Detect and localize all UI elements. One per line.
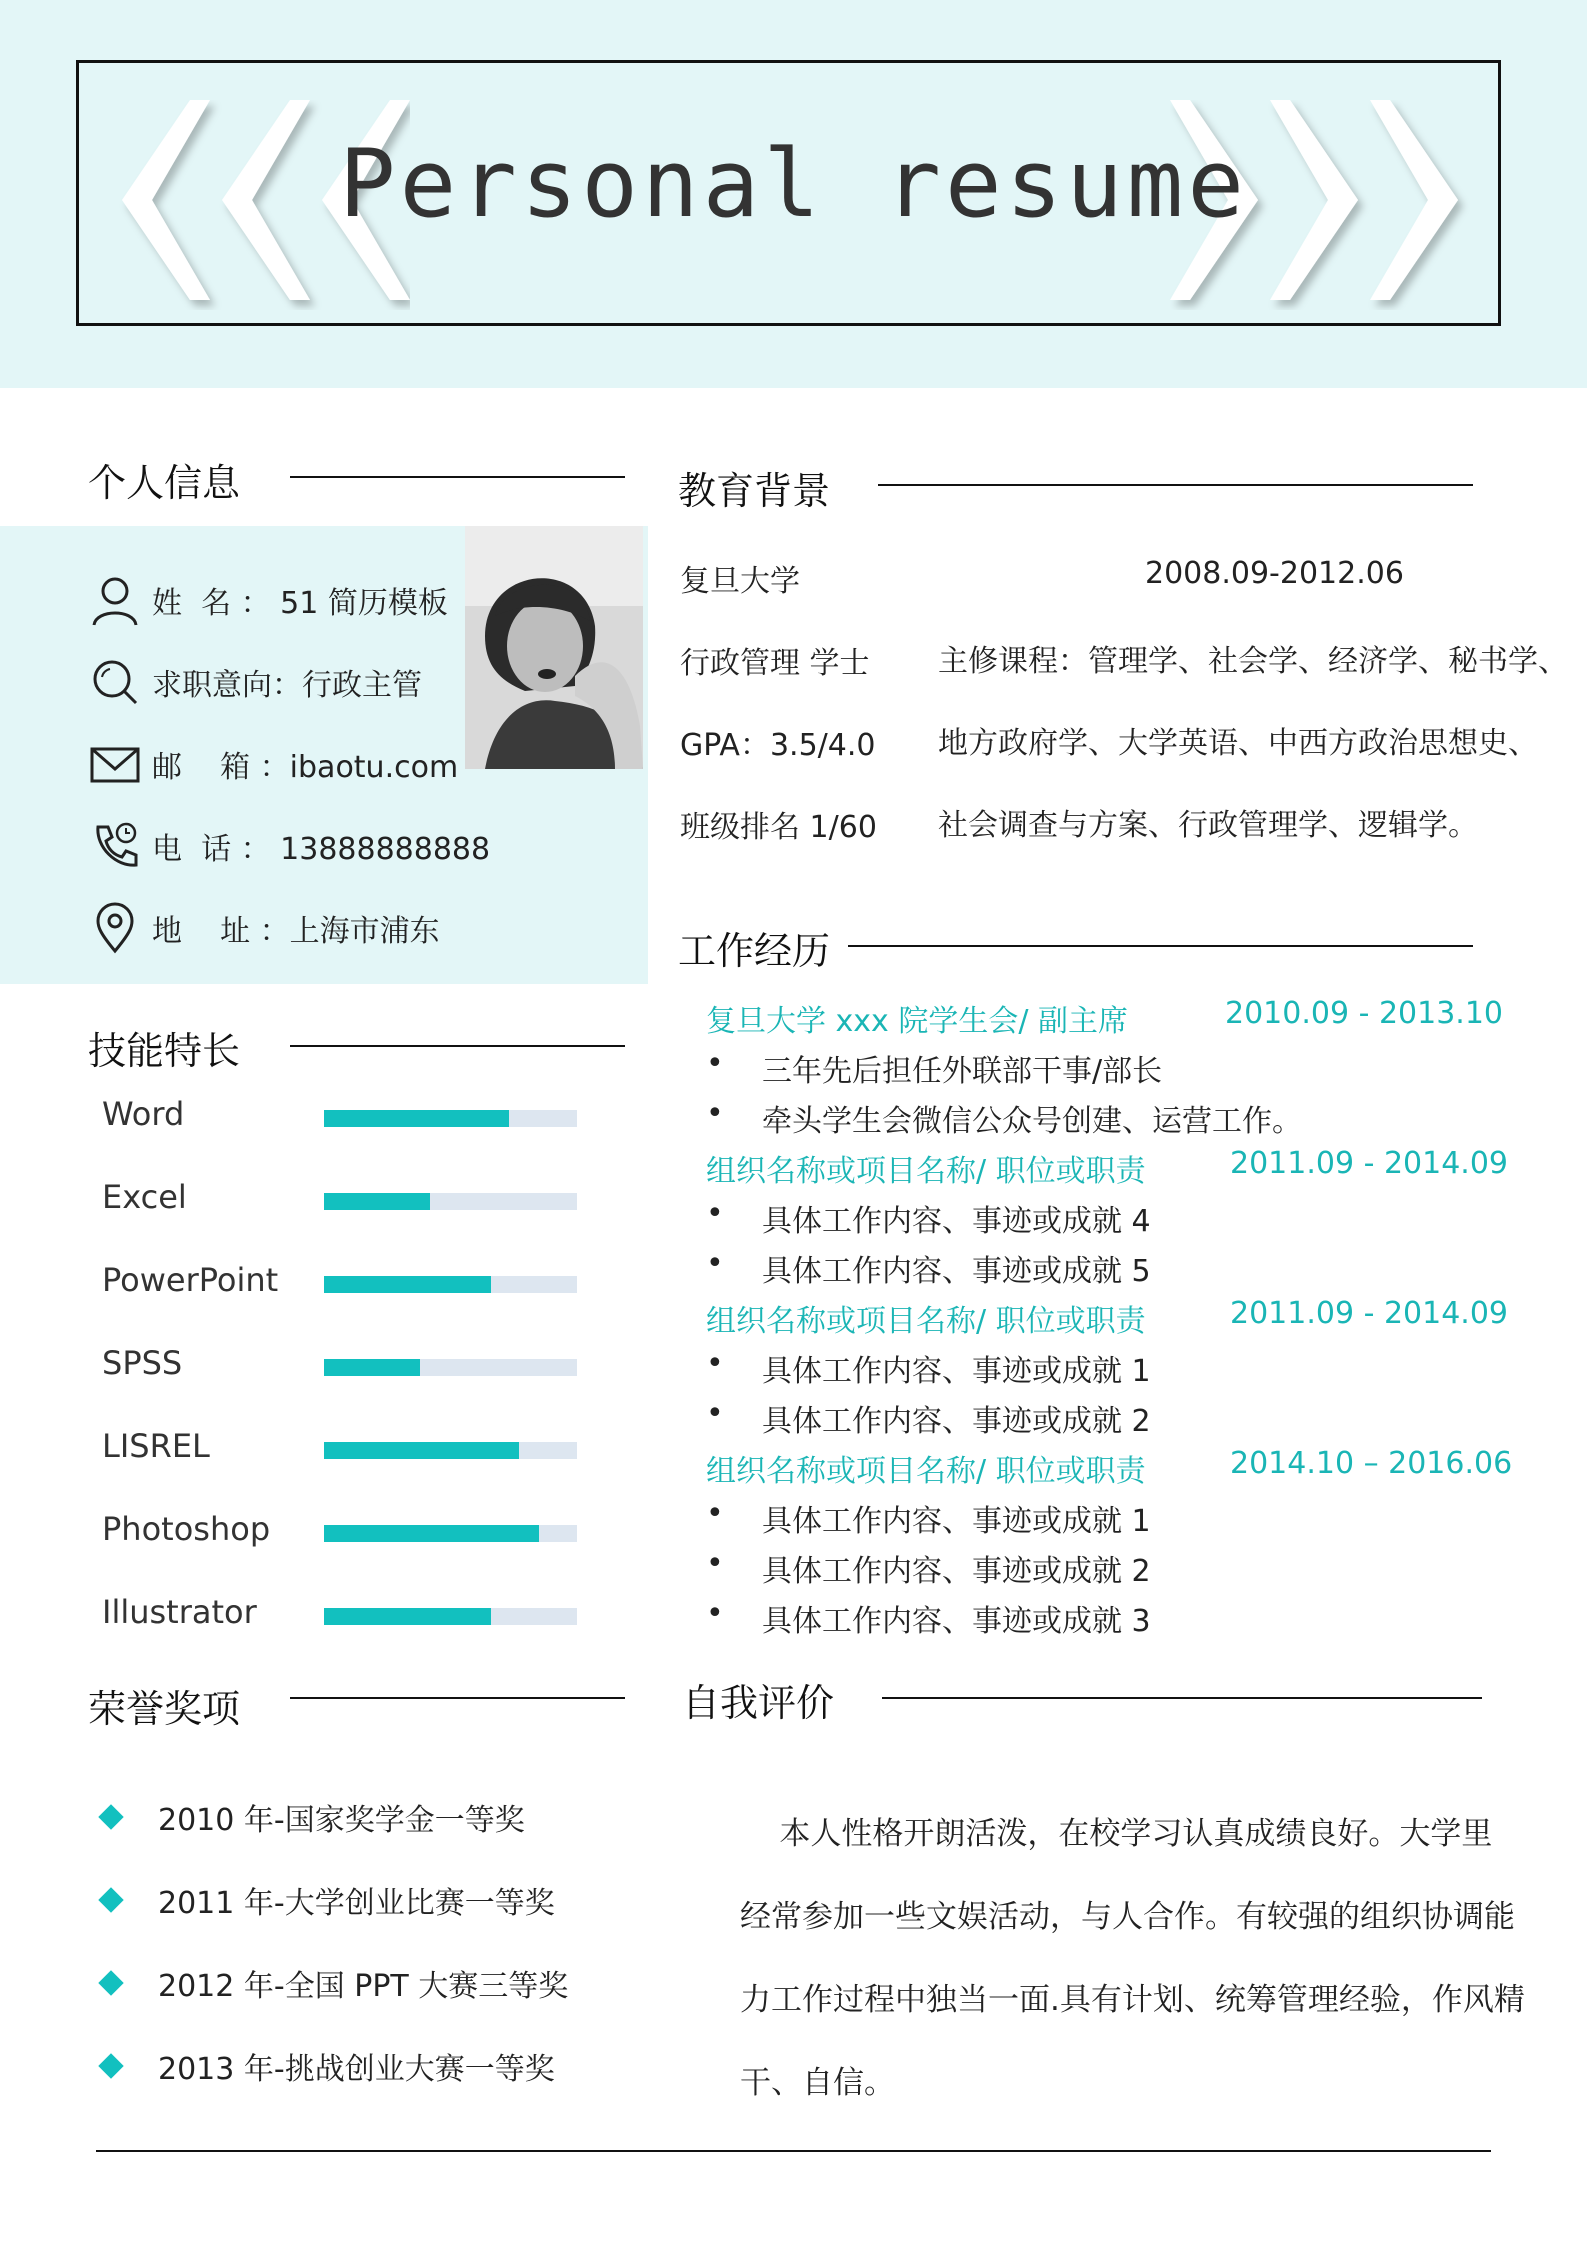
diamond-bullet-icon: [98, 1804, 123, 1829]
education-heading: 教育背景: [678, 469, 831, 513]
info-address: [88, 898, 440, 958]
info-objective-text: 求职意向：行政主管: [152, 668, 422, 703]
award-item: [102, 2044, 555, 2088]
info-objective: [88, 652, 422, 712]
work-heading-line: [848, 945, 1473, 947]
info-email: [88, 734, 458, 794]
job-bullet-item: [706, 1346, 1151, 1390]
job-period: 2011.09 - 2014.09: [1230, 1296, 1509, 1331]
skill-name: Photoshop: [102, 1510, 271, 1548]
job-bullet-item: [706, 1396, 1151, 1440]
self-eval-line: 干、自信。: [740, 2065, 895, 2101]
skill-bar-track: [324, 1276, 577, 1293]
skills-heading: 技能特长: [88, 1029, 241, 1073]
skill-bar-fill: [324, 1525, 539, 1542]
bullet-icon: •: [706, 1346, 724, 1381]
award-text: 2011 年-大学创业比赛一等奖: [158, 1886, 555, 1921]
skill-bar-fill: [324, 1442, 519, 1459]
skill-name: LISREL: [102, 1427, 210, 1465]
diamond-bullet-icon: [98, 2053, 123, 2078]
skill-bar-track: [324, 1110, 577, 1127]
skill-bar-track: [324, 1442, 577, 1459]
bullet-icon: •: [706, 1196, 724, 1231]
skill-bar-track: [324, 1608, 577, 1625]
bullet-icon: •: [706, 1546, 724, 1581]
diamond-bullet-icon: [98, 1970, 123, 1995]
self-eval-line: 经常参加一些文娱活动，与人合作。有较强的组织协调能: [740, 1899, 1515, 1935]
skill-bar-track: [324, 1525, 577, 1542]
edu-period: 2008.09-2012.06: [1145, 556, 1404, 591]
awards-heading: 荣誉奖项: [88, 1687, 241, 1731]
award-text: 2013 年-挑战创业大赛一等奖: [158, 2052, 555, 2087]
info-name-text: 姓 名 ： 51 简历模板: [152, 586, 448, 621]
skill-bar-track: [324, 1359, 577, 1376]
bullet-icon: •: [706, 1596, 724, 1631]
bullet-icon: •: [706, 1396, 724, 1431]
award-text: 2010 年-国家奖学金一等奖: [158, 1803, 525, 1838]
info-address-text: 地 址 ：上海市浦东: [152, 914, 440, 949]
page-title: Personal resume: [339, 130, 1248, 239]
person-icon: [88, 573, 142, 627]
edu-courses-line-3: 社会调查与方案、行政管理学、逻辑学。: [938, 808, 1478, 843]
work-heading: 工作经历: [678, 929, 831, 973]
skill-name: Excel: [102, 1178, 187, 1216]
info-phone-text: 电 话 ： 13888888888: [152, 832, 491, 867]
job-bullet-item: [706, 1546, 1151, 1590]
edu-courses-line-2: 地方政府学、大学英语、中西方政治思想史、: [938, 726, 1538, 761]
skill-bar-fill: [324, 1110, 509, 1127]
job-bullet-text: 具体工作内容、事迹或成就 1: [762, 1504, 1151, 1539]
skill-name: Word: [102, 1095, 185, 1133]
awards-heading-line: [290, 1697, 625, 1699]
job-bullet-item: [706, 1096, 1302, 1140]
skill-bar-fill: [324, 1193, 430, 1210]
footer-line: [96, 2150, 1491, 2152]
job-bullet-text: 具体工作内容、事迹或成就 1: [762, 1354, 1151, 1389]
skill-bar-track: [324, 1193, 577, 1210]
job-bullet-text: 三年先后担任外联部干事/部长: [762, 1054, 1163, 1089]
info-phone: [88, 816, 490, 876]
job-title: 组织名称或项目名称/ 职位或职责: [706, 1304, 1146, 1339]
job-period: 2014.10 – 2016.06: [1230, 1446, 1513, 1481]
personal-heading: 个人信息: [88, 461, 241, 505]
self-eval-heading: 自我评价: [682, 1681, 835, 1725]
job-bullet-item: [706, 1196, 1151, 1240]
edu-courses-line-1: 主修课程：管理学、社会学、经济学、秘书学、: [938, 644, 1568, 679]
bullet-icon: •: [706, 1496, 724, 1531]
award-item: [102, 1878, 555, 1922]
job-bullet-item: [706, 1596, 1151, 1640]
job-bullet-item: [706, 1496, 1151, 1540]
award-item: [102, 1795, 525, 1839]
self-eval-line: 力工作过程中独当一面.具有计划、统筹管理经验，作风精: [740, 1982, 1525, 2018]
edu-degree: 行政管理 学士: [680, 646, 870, 681]
bullet-icon: •: [706, 1246, 724, 1281]
info-name: [88, 570, 448, 630]
job-bullet-text: 具体工作内容、事迹或成就 4: [762, 1204, 1151, 1239]
skill-name: SPSS: [102, 1344, 183, 1382]
job-period: 2011.09 - 2014.09: [1230, 1146, 1509, 1181]
self-eval-line: 本人性格开朗活泼，在校学习认真成绩良好。大学里: [740, 1816, 1493, 1852]
job-bullet-text: 具体工作内容、事迹或成就 2: [762, 1554, 1151, 1589]
self-eval-heading-line: [882, 1697, 1482, 1699]
job-title: 复旦大学 xxx 院学生会/ 副主席: [706, 1004, 1128, 1039]
job-bullet-text: 具体工作内容、事迹或成就 5: [762, 1254, 1151, 1289]
edu-rank: 班级排名 1/60: [680, 810, 877, 845]
skills-heading-line: [290, 1045, 625, 1047]
phone-icon: [88, 819, 142, 873]
bullet-icon: •: [706, 1096, 724, 1131]
job-title: 组织名称或项目名称/ 职位或职责: [706, 1454, 1146, 1489]
mail-icon: [88, 737, 142, 791]
award-text: 2012 年-全国 PPT 大赛三等奖: [158, 1969, 569, 2004]
bullet-icon: •: [706, 1046, 724, 1081]
award-item: [102, 1961, 568, 2005]
skill-name: PowerPoint: [102, 1261, 279, 1299]
skill-name: Illustrator: [102, 1593, 257, 1631]
job-bullet-item: [706, 1246, 1151, 1290]
search-icon: [88, 655, 142, 709]
job-bullet-text: 具体工作内容、事迹或成就 2: [762, 1404, 1151, 1439]
skill-bar-fill: [324, 1359, 420, 1376]
skill-bar-fill: [324, 1276, 491, 1293]
job-bullet-text: 牵头学生会微信公众号创建、运营工作。: [762, 1104, 1302, 1139]
education-heading-line: [878, 484, 1473, 486]
diamond-bullet-icon: [98, 1887, 123, 1912]
edu-gpa: GPA：3.5/4.0: [680, 728, 876, 763]
edu-school: 复旦大学: [680, 564, 800, 599]
job-title: 组织名称或项目名称/ 职位或职责: [706, 1154, 1146, 1189]
job-bullet-item: [706, 1046, 1162, 1090]
personal-heading-line: [290, 476, 625, 478]
location-pin-icon: [88, 901, 142, 955]
profile-photo: [465, 526, 643, 769]
info-email-text: 邮 箱 ：ibaotu.com: [152, 750, 459, 785]
job-period: 2010.09 - 2013.10: [1225, 996, 1504, 1031]
skill-bar-fill: [324, 1608, 491, 1625]
job-bullet-text: 具体工作内容、事迹或成就 3: [762, 1604, 1151, 1639]
